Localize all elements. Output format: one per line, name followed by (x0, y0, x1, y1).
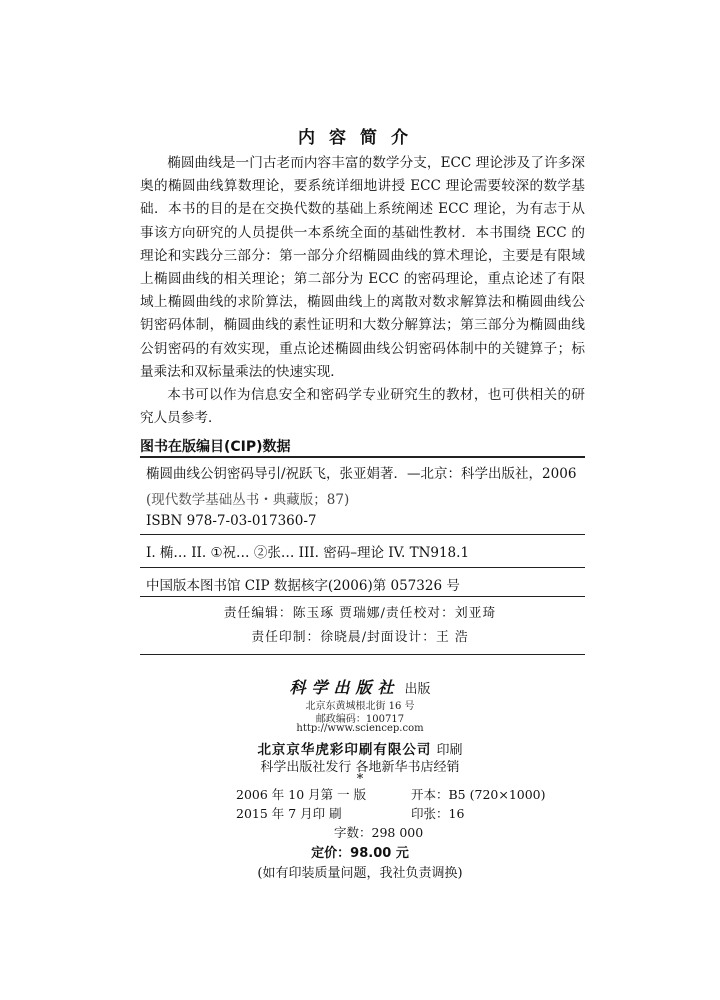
spec-format: 开本：B5 (720×1000) (411, 787, 546, 802)
divider (140, 654, 585, 655)
spec-edition: 2006 年 10 月第 一 版 (236, 787, 367, 802)
divider (140, 596, 585, 597)
publisher-line (0, 675, 720, 698)
cip-record: 中国版本图书馆 CIP 数据核字(2006)第 057326 号 (146, 578, 460, 594)
publisher-postcode: 邮政编码：100717 (315, 714, 405, 725)
price-line (0, 842, 720, 861)
printer-line (0, 738, 720, 758)
quality-notice: (如有印装质量问题，我社负责调换) (257, 866, 463, 881)
publisher-url: http://www.sciencep.com (296, 723, 424, 734)
cip-series: (现代数学基础丛书・典藏版；87) (146, 492, 350, 508)
summary-paragraph: 本书可以作为信息安全和密码学专业研究生的教材，也可供相关的研究人员参考． (140, 387, 585, 427)
summary-paragraph: 椭圆曲线是一门古老而内容丰富的数学分支，ECC 理论涉及了许多深奥的椭圆曲线算数理论，要系统详细地讲授 ECC 理论需要较深的数学基础．本书的目的是在交换代数的基础上系统阐述 ECC 理论，为有志于从事该方向研究的人员提供一本系统全面的基础性教材．本书围绕 ECC 的理论和实践分三部分：第一部分介绍椭圆曲线的算术理论，主要是有限域上椭圆曲线的相关理论；第二部分为 ECC 的密码理论，重点论述了有限域上椭圆曲线的求阶算法，椭圆曲线上的离散对数求解算法和椭圆曲线公钥密码体制，椭圆曲线的素性证明和大数分解算法；第三部分为椭圆曲线公钥密码的有效实现，重点论述椭圆曲线公钥密码体制中的关键算子；标量乘法和双标量乘法的快速实现． (140, 155, 585, 380)
divider (140, 456, 585, 458)
cip-classification: I. 椭… II. ①祝… ②张… III. 密码–理论 IV. TN918.1 (146, 545, 470, 561)
publisher-address: 北京东黄城根北街 16 号 (305, 701, 415, 712)
summary-body (140, 152, 585, 430)
credits-editors: 责任编辑：陈玉琢 贾瑞娜/责任校对：刘亚琦 (223, 606, 497, 621)
summary-title: 内容简介 (298, 128, 422, 148)
publisher-suffix: 出版 (404, 682, 431, 697)
cip-title: 图书在版编目(CIP)数据 (140, 439, 291, 455)
spec-row-edition (236, 785, 546, 803)
spec-words: 字数：298 000 (334, 825, 424, 840)
spec-sheets: 印张：16 (411, 806, 465, 821)
cip-citation: 椭圆曲线公钥密码导引/祝跃飞，张亚娟著．—北京：科学出版社，2006 (146, 466, 577, 482)
divider (140, 534, 585, 535)
printer-name: 北京京华虎彩印刷有限公司 (257, 742, 432, 758)
divider (140, 567, 585, 568)
star-separator: * (356, 772, 364, 787)
cip-isbn: ISBN 978-7-03-017360-7 (146, 513, 317, 529)
spec-row-printing (236, 804, 464, 822)
publisher-logo: 科学出版社 (289, 678, 400, 697)
spec-printing: 2015 年 7 月印 刷 (236, 806, 342, 821)
distribution-line: 科学出版社发行 各地新华书店经销 (260, 760, 460, 775)
credits-production: 责任印制：徐晓晨/封面设计：王 浩 (251, 630, 469, 645)
price-value: 98.00 元 (350, 846, 409, 861)
printer-suffix: 印刷 (436, 743, 463, 758)
price-label: 定价： (311, 846, 351, 861)
